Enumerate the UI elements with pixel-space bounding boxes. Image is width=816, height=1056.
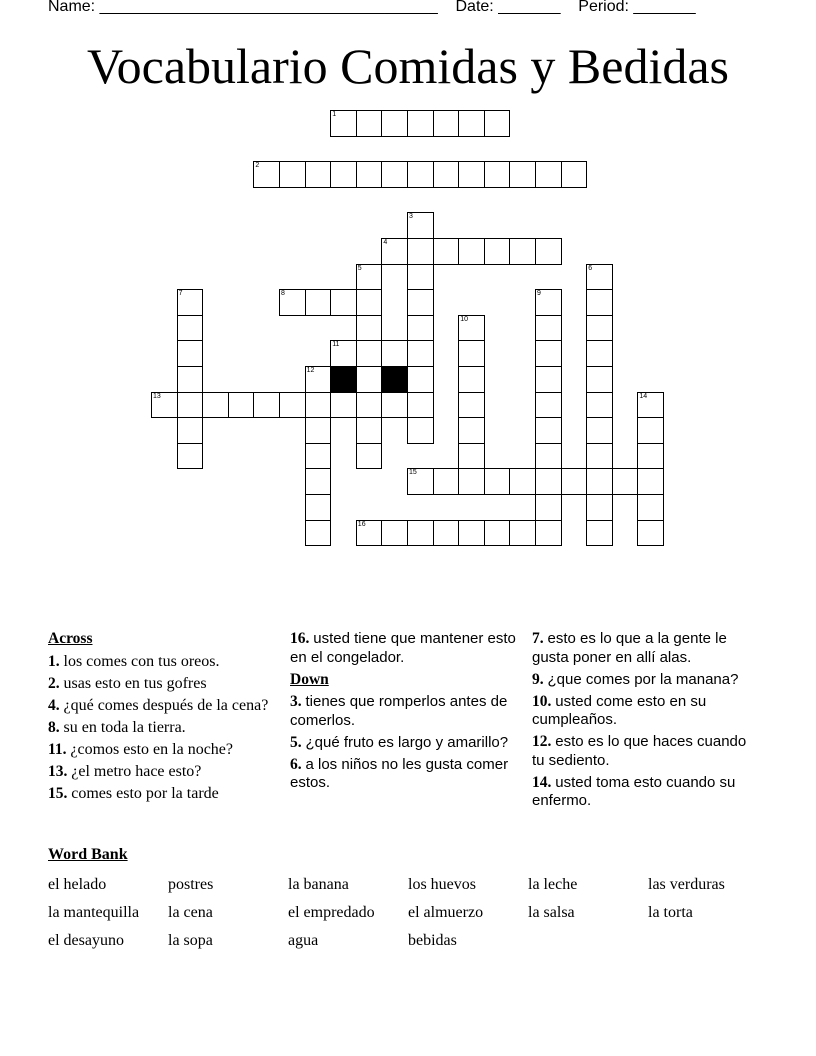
crossword-cell[interactable] xyxy=(637,443,664,470)
crossword-cell[interactable] xyxy=(433,161,460,188)
crossword-cell[interactable] xyxy=(535,520,562,547)
crossword-cell[interactable] xyxy=(356,417,383,444)
crossword-cell[interactable] xyxy=(202,392,229,419)
clue-number: 7 xyxy=(178,290,183,298)
crossword-cell[interactable] xyxy=(381,340,408,367)
crossword-cell[interactable] xyxy=(407,520,434,547)
crossword-cell[interactable] xyxy=(305,494,332,521)
clue-down-10: 10. usted come esto en su cumpleaños. xyxy=(532,692,707,728)
crossword-cell[interactable] xyxy=(484,161,511,188)
crossword-cell[interactable] xyxy=(637,468,664,495)
crossword-cell[interactable] xyxy=(407,212,434,239)
crossword-cell[interactable] xyxy=(381,520,408,547)
clue-number: 9 xyxy=(537,290,541,298)
crossword-cell[interactable] xyxy=(407,264,434,291)
name-blank[interactable]: ______________________________________ xyxy=(99,0,438,15)
word-bank-item: la banana xyxy=(288,876,349,893)
crossword-cell[interactable] xyxy=(484,468,511,495)
crossword-cell[interactable] xyxy=(561,468,588,495)
crossword-cell[interactable] xyxy=(177,315,204,342)
crossword-black-cell xyxy=(330,366,357,393)
word-bank-item: la sopa xyxy=(168,932,213,949)
word-bank-item: las verduras xyxy=(648,876,725,893)
crossword-cell[interactable] xyxy=(177,289,204,316)
crossword-cell[interactable] xyxy=(305,289,332,316)
word-bank-item: la torta xyxy=(648,904,693,921)
crossword-cell[interactable] xyxy=(509,238,536,265)
crossword-cell[interactable] xyxy=(253,161,280,188)
clues-column-3 xyxy=(532,630,762,814)
clue-number: 5 xyxy=(357,264,362,272)
crossword-cell[interactable] xyxy=(356,110,383,137)
crossword-cell[interactable] xyxy=(407,340,434,367)
crossword-cell[interactable] xyxy=(407,417,434,444)
crossword-cell[interactable] xyxy=(177,340,204,367)
crossword-cell[interactable] xyxy=(356,520,383,547)
word-bank-item: la cena xyxy=(168,904,213,921)
crossword-cell[interactable] xyxy=(586,417,613,444)
crossword-cell[interactable] xyxy=(433,520,460,547)
crossword-cell[interactable] xyxy=(458,161,485,188)
crossword-cell[interactable] xyxy=(228,392,255,419)
period-label: Period: xyxy=(578,0,634,15)
crossword-cell[interactable] xyxy=(637,520,664,547)
crossword-cell[interactable] xyxy=(381,392,408,419)
crossword-cell[interactable] xyxy=(458,392,485,419)
crossword-cell[interactable] xyxy=(586,315,613,342)
crossword-cell[interactable] xyxy=(279,161,306,188)
clue-number: 1 xyxy=(332,111,337,118)
clue-number: 8 xyxy=(281,290,285,298)
crossword-cell[interactable] xyxy=(586,468,613,495)
clue-across-15: 15. comes esto por la tarde xyxy=(48,784,219,802)
crossword-cell[interactable] xyxy=(561,161,588,188)
word-bank-item: la salsa xyxy=(528,904,575,921)
period-blank[interactable]: _______ xyxy=(633,0,696,15)
clue-across-1: 1. los comes con tus oreos. xyxy=(48,652,220,670)
crossword-cell[interactable] xyxy=(356,264,383,291)
crossword-cell[interactable] xyxy=(458,520,485,547)
crossword-cell[interactable] xyxy=(177,366,204,393)
crossword-cell[interactable] xyxy=(535,443,562,470)
clue-across-8: 8. su en toda la tierra. xyxy=(48,718,186,736)
crossword-cell[interactable] xyxy=(535,494,562,521)
crossword-cell[interactable] xyxy=(305,392,332,419)
crossword-cell[interactable] xyxy=(637,392,664,419)
crossword-cell[interactable] xyxy=(535,161,562,188)
crossword-black-cell xyxy=(381,366,408,393)
crossword-cell[interactable] xyxy=(586,264,613,291)
word-bank-heading: Word Bank xyxy=(48,846,128,863)
crossword-cell[interactable] xyxy=(407,110,434,137)
crossword-cell[interactable] xyxy=(305,417,332,444)
crossword-cell[interactable] xyxy=(509,161,536,188)
down-heading: Down xyxy=(290,670,329,688)
crossword-cell[interactable] xyxy=(330,289,357,316)
crossword-cell[interactable] xyxy=(356,289,383,316)
crossword-cell[interactable] xyxy=(535,468,562,495)
name-label: Name: xyxy=(48,0,100,15)
crossword-cell[interactable] xyxy=(535,340,562,367)
crossword-cell[interactable] xyxy=(535,315,562,342)
crossword-cell[interactable] xyxy=(586,443,613,470)
clue-down-14: 14. usted toma esto cuando su enfermo. xyxy=(532,773,736,809)
crossword-cell[interactable] xyxy=(407,468,434,495)
clue-number: 14 xyxy=(639,392,648,400)
word-bank-item: los huevos xyxy=(408,876,476,893)
crossword-cell[interactable] xyxy=(279,289,306,316)
clue-number: 10 xyxy=(460,315,468,323)
crossword-cell[interactable] xyxy=(279,392,306,419)
crossword-cell[interactable] xyxy=(330,161,357,188)
clue-number: 13 xyxy=(153,392,161,400)
across-heading: Across xyxy=(48,630,93,647)
crossword-cell[interactable] xyxy=(484,110,511,137)
clue-across-2: 2. usas esto en tus gofres xyxy=(48,674,207,692)
word-bank-item: la leche xyxy=(528,876,578,893)
crossword-cell[interactable] xyxy=(407,392,434,419)
crossword-cell[interactable] xyxy=(433,238,460,265)
clue-down-12: 12. esto es lo que haces cuando tu sediento. xyxy=(532,733,747,769)
crossword-cell[interactable] xyxy=(484,520,511,547)
crossword-cell[interactable] xyxy=(356,340,383,367)
clue-down-6: 6. a los niños no les gusta comer estos. xyxy=(290,755,509,791)
crossword-cell[interactable] xyxy=(407,289,434,316)
clues-column-2 xyxy=(290,630,520,796)
crossword-cell[interactable] xyxy=(356,443,383,470)
crossword-cell[interactable] xyxy=(381,161,408,188)
clue-across-11: 11. ¿comos esto en la noche? xyxy=(48,740,234,758)
crossword-cell[interactable] xyxy=(509,468,536,495)
clue-down-3: 3. tienes que romperlos antes de comerlos. xyxy=(290,693,508,729)
crossword-cell[interactable] xyxy=(356,315,383,342)
crossword-cell[interactable] xyxy=(356,161,383,188)
crossword-cell[interactable] xyxy=(535,366,562,393)
clue-down-9: 9. ¿que comes por la manana? xyxy=(532,670,739,688)
crossword-cell[interactable] xyxy=(458,340,485,367)
crossword-cell[interactable] xyxy=(458,315,485,342)
date-blank[interactable]: _______ xyxy=(498,0,561,15)
crossword-cell[interactable] xyxy=(637,494,664,521)
crossword-cell[interactable] xyxy=(458,468,485,495)
crossword-cell[interactable] xyxy=(535,238,562,265)
word-bank-item: el almuerzo xyxy=(408,904,484,921)
clues-column-1 xyxy=(48,630,278,807)
clue-across-16: 16. usted tiene que mantener esto en el congelador. xyxy=(290,630,516,666)
clue-down-7: 7. esto es lo que a la gente le gusta poner en allí alas. xyxy=(532,630,727,666)
crossword-cell[interactable] xyxy=(458,417,485,444)
crossword-cell[interactable] xyxy=(586,340,613,367)
crossword-cell[interactable] xyxy=(637,417,664,444)
crossword-cell[interactable] xyxy=(381,238,408,265)
crossword-cell[interactable] xyxy=(586,494,613,521)
crossword-cell[interactable] xyxy=(151,392,178,419)
clue-number: 3 xyxy=(409,213,413,221)
crossword-cell[interactable] xyxy=(612,468,639,495)
page-title: Vocabulario Comidas y Bedidas xyxy=(86,38,730,94)
word-bank-item: el desayuno xyxy=(48,932,124,949)
crossword-cell[interactable] xyxy=(535,417,562,444)
crossword-cell[interactable] xyxy=(407,161,434,188)
clue-number: 11 xyxy=(332,341,340,349)
crossword-cell[interactable] xyxy=(458,443,485,470)
crossword-cell[interactable] xyxy=(433,110,460,137)
word-bank-item: la mantequilla xyxy=(48,904,140,921)
crossword-cell[interactable] xyxy=(177,443,204,470)
word-bank-item: el helado xyxy=(48,876,107,893)
crossword-cell[interactable] xyxy=(535,289,562,316)
crossword-cell[interactable] xyxy=(509,520,536,547)
crossword-cell[interactable] xyxy=(407,366,434,393)
crossword-cell[interactable] xyxy=(407,315,434,342)
crossword-cell[interactable] xyxy=(586,520,613,547)
crossword-cell[interactable] xyxy=(586,392,613,419)
word-bank-item: agua xyxy=(288,932,319,949)
crossword-cell[interactable] xyxy=(330,110,357,137)
crossword-cell[interactable] xyxy=(458,366,485,393)
clue-number: 6 xyxy=(588,264,593,272)
crossword-cell[interactable] xyxy=(586,366,613,393)
crossword-cell[interactable] xyxy=(177,392,204,419)
word-bank-item: postres xyxy=(168,876,214,893)
clue-across-4: 4. ¿qué comes después de la cena? xyxy=(48,696,269,714)
word-bank-item: bebidas xyxy=(408,932,457,949)
crossword-cell[interactable] xyxy=(407,238,434,265)
clue-down-5: 5. ¿qué fruto es largo y amarillo? xyxy=(290,733,509,751)
clue-number: 12 xyxy=(306,367,315,374)
clue-number: 2 xyxy=(255,162,260,170)
crossword-cell[interactable] xyxy=(305,443,332,470)
crossword-cell[interactable] xyxy=(458,110,485,137)
crossword-cell[interactable] xyxy=(433,468,460,495)
crossword-cell[interactable] xyxy=(305,468,332,495)
crossword-cell[interactable] xyxy=(305,520,332,547)
word-bank-item: el empredado xyxy=(288,904,375,921)
crossword-cell[interactable] xyxy=(356,366,383,393)
crossword-cell[interactable] xyxy=(356,392,383,419)
date-label: Date: xyxy=(455,0,499,15)
clue-across-13: 13. ¿el metro hace esto? xyxy=(48,762,202,780)
crossword-cell[interactable] xyxy=(177,417,204,444)
crossword-cell[interactable] xyxy=(305,161,332,188)
clue-number: 15 xyxy=(409,469,417,477)
clue-number: 16 xyxy=(357,520,366,528)
clue-number: 4 xyxy=(383,239,388,246)
crossword-cell[interactable] xyxy=(330,392,357,419)
crossword-cell[interactable] xyxy=(253,392,280,419)
crossword-cell[interactable] xyxy=(535,392,562,419)
crossword-cell[interactable] xyxy=(484,238,511,265)
crossword-cell[interactable] xyxy=(381,110,408,137)
crossword-cell[interactable] xyxy=(586,289,613,316)
crossword-cell[interactable] xyxy=(305,366,332,393)
crossword-cell[interactable] xyxy=(458,238,485,265)
crossword-cell[interactable] xyxy=(330,340,357,367)
